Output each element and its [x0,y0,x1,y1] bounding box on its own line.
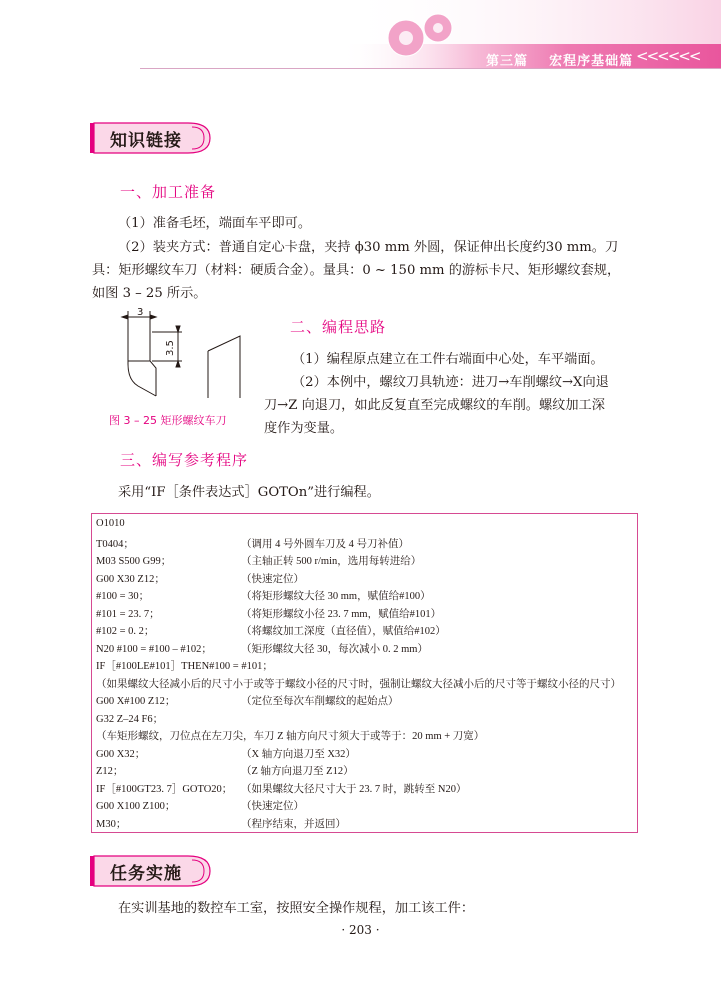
code-line: M30； [96,819,127,830]
code-line: IF［#100LE#101］THEN#100 = #101； [96,661,273,672]
header-title [486,50,633,69]
figure-threading-tool [100,306,250,410]
code-line: #100 = 30； [96,591,150,602]
prep-paragraph-1: （1）准备毛坯，端面车平即可。 [118,216,312,231]
program-intro: 采用“IF［条件表达式］GOTOn”进行编程。 [118,485,380,500]
header-part: 第三篇 [486,54,529,69]
code-comment: （快速定位） [241,574,304,585]
code-line: #102 = 0. 2； [96,626,155,637]
code-line: IF［#100GT23. 7］GOTO20； [96,784,233,795]
idea-paragraph-2-line3: 度作为变量。 [264,421,344,436]
section-program-title: 三、编写参考程序 [120,451,249,469]
figure-caption: 图 3 – 25 矩形螺纹车刀 [109,414,227,427]
code-comment: （快速定位） [241,801,304,812]
figure-dim-height: 3.5 [165,340,176,356]
figure-dim-width: 3 [137,307,144,318]
idea-paragraph-2-line1: （2）本例中，螺纹刀具轨迹：进刀→车削螺纹→X向退 [292,375,609,390]
code-comment: （程序结束，并返回） [241,819,346,830]
code-comment: （定位至每次车削螺纹的起始点） [241,696,399,707]
code-comment: （主轴正转 500 r/min，选用每转进给） [241,556,422,567]
code-comment: （将螺纹加工深度（直径值），赋值给#102） [241,626,446,637]
idea-paragraph-2-line2: 刀→Z 向退刀，如此反复直至完成螺纹的车削。螺纹加工深 [264,398,605,413]
code-line: G00 X#100 Z12； [96,696,176,707]
knowledge-banner [88,121,213,155]
code-comment: （矩形螺纹大径 30，每次减小 0. 2 mm） [241,644,428,655]
code-line: G00 X100 Z100； [96,801,176,812]
code-line: Z12； [96,766,124,777]
code-line: （如果螺纹大径减小后的尺寸小于或等于螺纹小径的尺寸时，强制让螺纹大径减小后的尺寸等于螺纹小径的尺寸） [96,679,621,690]
knowledge-banner-label: 知识链接 [110,131,182,151]
code-line: G32 Z–24 F6； [96,714,164,725]
prep-paragraph-2-line2: 具：矩形螺纹车刀（材料：硬质合金）。量具：0 ~ 150 mm 的游标卡尺、矩形螺纹套规， [92,263,621,278]
section-idea-title: 二、编程思路 [290,318,387,336]
task-text: 在实训基地的数控车工室，按照安全操作规程，加工该工件： [118,901,475,916]
code-comment: （如果螺纹大径尺寸大于 23. 7 时，跳转至 N20） [241,784,467,795]
page-number: · 203 · [341,923,380,937]
idea-paragraph-1: （1）编程原点建立在工件右端面中心处，车平端面。 [292,352,604,367]
code-comment: （调用 4 号外圆车刀及 4 号刀补值） [241,539,409,550]
task-banner-label: 任务实施 [110,864,182,884]
section-prep-title: 一、加工准备 [120,183,217,201]
code-comment: （X 轴方向退刀至 X32） [241,749,356,760]
code-line: （车矩形螺纹，刀位点在左刀尖，车刀 Z 轴方向尺寸须大于或等于：20 mm + 刀宽） [96,731,485,742]
code-line: O1010 [96,518,125,529]
code-line: G00 X30 Z12； [96,574,165,585]
code-line: M03 S500 G99； [96,556,172,567]
prep-paragraph-2-line3: 如图 3 – 25 所示。 [92,286,207,301]
header-rule [140,68,721,69]
code-line: T0404； [96,539,134,550]
code-line: N20 #100 = #100 – #102； [96,644,212,655]
header-section: 宏程序基础篇 [549,54,634,69]
code-comment: （将矩形螺纹大径 30 mm，赋值给#100） [241,591,431,602]
code-comment: （Z 轴方向退刀至 Z12） [241,766,354,777]
code-line: #101 = 23. 7； [96,609,160,620]
header-chevrons: <<<<<< [636,47,700,65]
code-line: G00 X32； [96,749,146,760]
task-banner [88,854,213,888]
code-comment: （将矩形螺纹小径 23. 7 mm，赋值给#101） [241,609,442,620]
prep-paragraph-2-line1: （2）装夹方式：普通自定心卡盘，夹持 ϕ30 mm 外圆，保证伸出长度约30 mm。刀 [118,240,619,255]
